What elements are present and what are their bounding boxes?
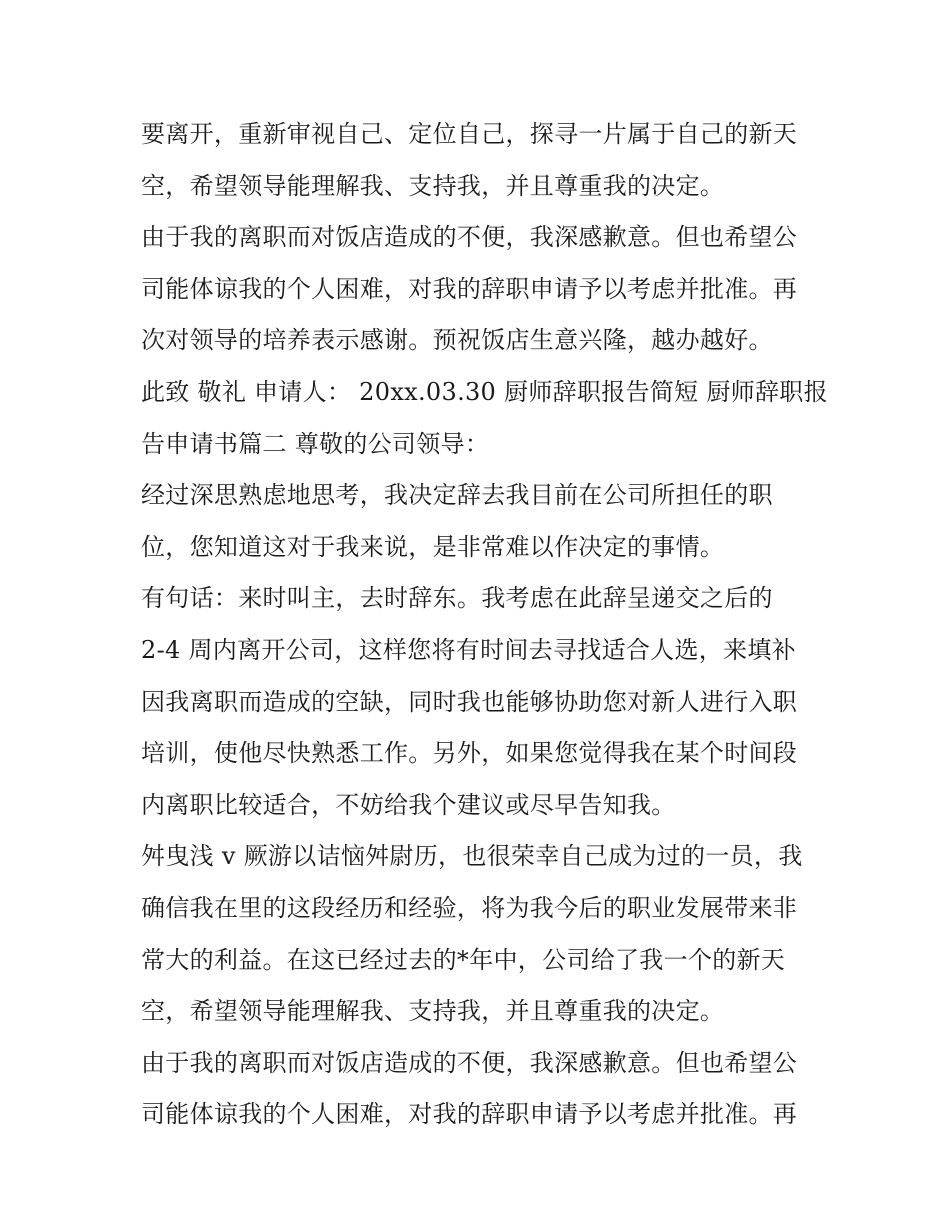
text-line: 次对领导的培养表示感谢。预祝饭店生意兴隆，越办越好。 <box>141 326 773 355</box>
text-line: 内离职比较适合，不妨给我个建议或尽早告知我。 <box>141 790 676 819</box>
text-line: 告申请书篇二 尊敬的公司领导： <box>141 429 490 458</box>
text-line: 舛曳浅 v 厥游以诘恼舛尉历，也很荣幸自己成为过的一员，我 <box>141 842 803 871</box>
text-line: 空，希望领导能理解我、支持我，并且尊重我的决定。 <box>141 997 725 1026</box>
text-line: 司能体谅我的个人困难，对我的辞职申请予以考虑并批准。再 <box>141 274 798 303</box>
text-line: 司能体谅我的个人困难，对我的辞职申请予以考虑并批准。再 <box>141 1100 798 1129</box>
text-line: 有句话：来时叫主，去时辞东。我考虑在此辞呈递交之后的 <box>141 584 773 613</box>
text-line: 位，您知道这对于我来说，是非常难以作决定的事情。 <box>141 532 725 561</box>
text-line: 空，希望领导能理解我、支持我，并且尊重我的决定。 <box>141 171 725 200</box>
text-line: 经过深思熟虑地思考，我决定辞去我目前在公司所担任的职 <box>141 481 773 510</box>
text-line: 确信我在里的这段经历和经验，将为我今后的职业发展带来非 <box>141 893 798 922</box>
text-line: 常大的利益。在这已经过去的*年中，公司给了我一个的新天 <box>141 945 786 974</box>
text-line: 2-4 周内离开公司，这样您将有时间去寻找适合人选，来填补 <box>141 635 796 664</box>
text-line: 要离开，重新审视自己、定位自己，探寻一片属于自己的新天 <box>141 120 798 148</box>
text-line: 培训，使他尽快熟悉工作。另外，如果您觉得我在某个时间段 <box>141 739 798 768</box>
text-line: 由于我的离职而对饭店造成的不便，我深感歉意。但也希望公 <box>141 1048 798 1077</box>
text-line: 因我离职而造成的空缺，同时我也能够协助您对新人进行入职 <box>141 687 798 716</box>
body-text <box>141 109 828 1141</box>
text-line: 此致 敬礼 申请人： 20xx.03.30 厨师辞职报告简短 厨师辞职报 <box>141 377 828 406</box>
text-line: 由于我的离职而对饭店造成的不便，我深感歉意。但也希望公 <box>141 223 798 252</box>
